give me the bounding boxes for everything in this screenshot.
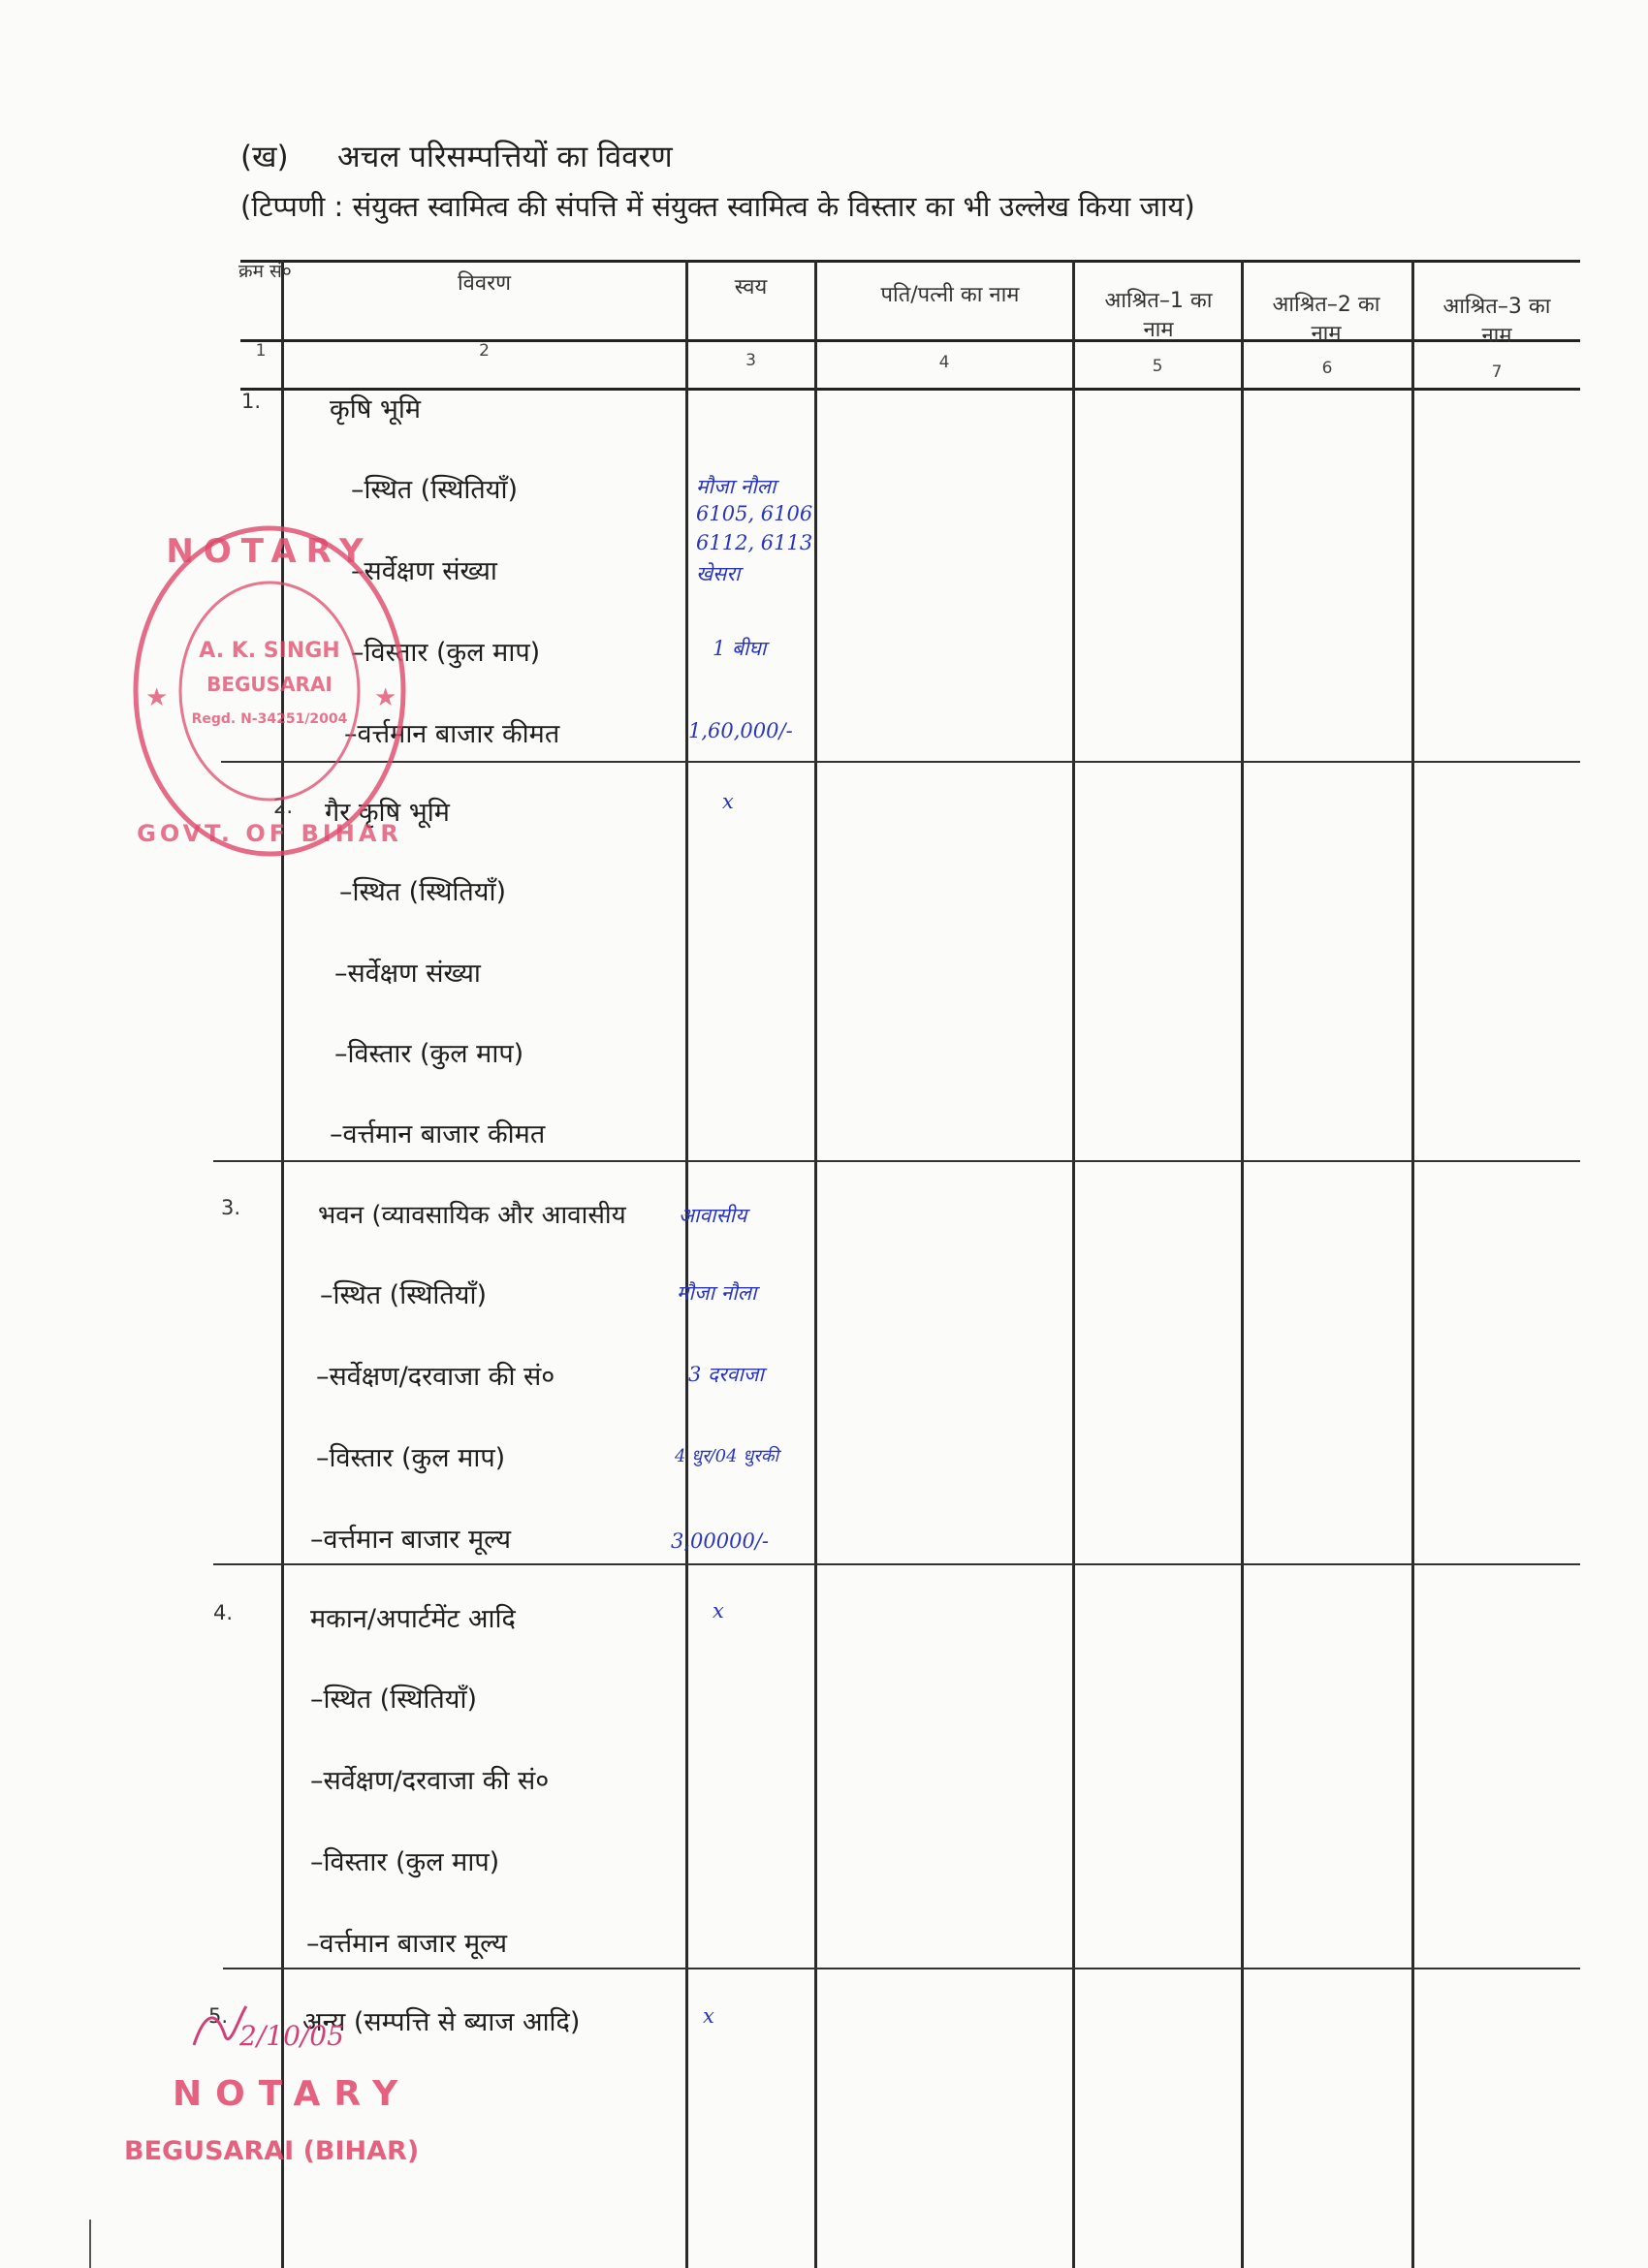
section-4-item-3: –विस्तार (कुल माप) (310, 1847, 500, 1877)
notary-stamp-word: NOTARY (173, 2074, 412, 2114)
col-num-2: 2 (479, 341, 490, 361)
col-header-5: आश्रित–1 का नाम (1104, 289, 1213, 342)
section-5-number: 5. (208, 2004, 229, 2028)
section-3-item-3: –विस्तार (कुल माप) (316, 1443, 506, 1473)
col-header-3: स्वय (734, 275, 768, 299)
section-label: (ख) (240, 140, 289, 174)
notary-stamp-place: BEGUSARAI (BIHAR) (124, 2136, 420, 2166)
section-2-self-entry-1: x (722, 790, 734, 813)
seal-top-arc: NOTARY (166, 532, 373, 571)
seal-place: BEGUSARAI (206, 673, 333, 696)
section-3-title: भवन (व्यावसायिक और आवासीय (318, 1201, 626, 1230)
section-1-self-entry-4: खेसरा (696, 562, 741, 585)
section-3-self-entry-4: 4 धुर/04 धुरकी (675, 1446, 779, 1466)
notary-round-seal (124, 512, 415, 870)
section-1-self-entry-3: 6112, 6113 (696, 531, 813, 554)
signature-date (186, 1977, 351, 2079)
edge-mark (89, 2220, 91, 2268)
svg-text:★: ★ (374, 683, 397, 712)
section-1-number: 1. (241, 390, 262, 413)
section-1-self-entry-6: 1,60,000/- (688, 719, 793, 742)
section-4-item-2: –सर्वेक्षण/दरवाजा की सं० (310, 1766, 550, 1796)
section-3-self-entry-2: मौजा नौला (677, 1281, 757, 1305)
section-1-item-2: –सर्वेक्षण संख्या (351, 556, 497, 586)
col-header-2: विवरण (457, 271, 512, 296)
section-1-self-entry-5: 1 बीघा (713, 637, 767, 660)
section-3-self-entry-3: 3 दरवाजा (688, 1363, 764, 1386)
section-5-title: अन्य (सम्पत्ति से ब्याज आदि) (302, 2007, 581, 2037)
section-2-item-2: –सर्वेक्षण संख्या (334, 959, 481, 989)
section-2-item-4: –वर्त्तमान बाजार कीमत (330, 1119, 546, 1150)
section-2-number: 2. (273, 795, 294, 818)
section-1-self-entry-2: 6105, 6106 (696, 502, 813, 525)
section-1-item-4: –वर्त्तमान बाजार कीमत (344, 719, 560, 749)
seal-reg: Regd. N-34251/2004 (191, 711, 348, 727)
section-5-self-entry-1: x (703, 2004, 714, 2028)
col-num-7: 7 (1491, 362, 1503, 382)
col-num-3: 3 (745, 351, 756, 370)
section-1-item-1: –स्थित (स्थितियाँ) (351, 475, 518, 505)
col-header-1: क्रम सं० (238, 261, 292, 282)
col-header-7: आश्रित–3 का नाम (1442, 295, 1551, 348)
section-3-self-entry-5: 3,00000/- (671, 1529, 770, 1553)
section-3-number: 3. (221, 1196, 241, 1219)
section-2-item-3: –विस्तार (कुल माप) (334, 1039, 524, 1069)
section-2-item-1: –स्थित (स्थितियाँ) (339, 877, 506, 907)
section-3-item-1: –स्थित (स्थितियाँ) (320, 1280, 487, 1310)
section-4-item-4: –वर्त्तमान बाजार मूल्य (306, 1929, 508, 1959)
svg-text:★: ★ (145, 683, 169, 712)
section-4-item-1: –स्थित (स्थितियाँ) (310, 1685, 477, 1715)
col-num-1: 1 (255, 341, 267, 361)
page-title: अचल परिसम्पत्तियों का विवरण (337, 140, 673, 174)
section-3-item-2: –सर्वेक्षण/दरवाजा की सं० (316, 1362, 555, 1392)
section-1-title: कृषि भूमि (330, 394, 422, 425)
section-4-number: 4. (213, 1601, 234, 1624)
page-note: (टिप्पणी : संयुक्त स्वामित्व की संपत्ति में संयुक्त स्वामित्व के विस्तार का भी उल्लेख किया जाय) (240, 190, 1195, 223)
section-1-self-entry-1: मौजा नौला (696, 475, 776, 498)
col-num-6: 6 (1321, 359, 1333, 378)
section-4-self-entry-1: x (713, 1599, 724, 1622)
col-header-6: आश्रित–2 का नाम (1272, 293, 1380, 346)
section-2-title: गैर कृषि भूमि (325, 798, 450, 828)
col-header-4: पति/पत्नी का नाम (880, 283, 1020, 307)
section-3-item-4: –वर्त्तमान बाजार मूल्य (310, 1525, 512, 1555)
seal-name: A. K. SINGH (199, 639, 340, 663)
section-4-title: मकान/अपार्टमेंट आदि (310, 1604, 516, 1634)
col-num-5: 5 (1152, 357, 1163, 376)
col-num-4: 4 (938, 353, 950, 372)
seal-bottom-arc: GOVT. OF BIHAR (137, 820, 402, 847)
section-1-item-3: –विस्तार (कुल माप) (351, 638, 541, 668)
section-3-self-entry-1: आवासीय (679, 1204, 747, 1227)
svg-text:2/10/05: 2/10/05 (239, 2020, 344, 2052)
